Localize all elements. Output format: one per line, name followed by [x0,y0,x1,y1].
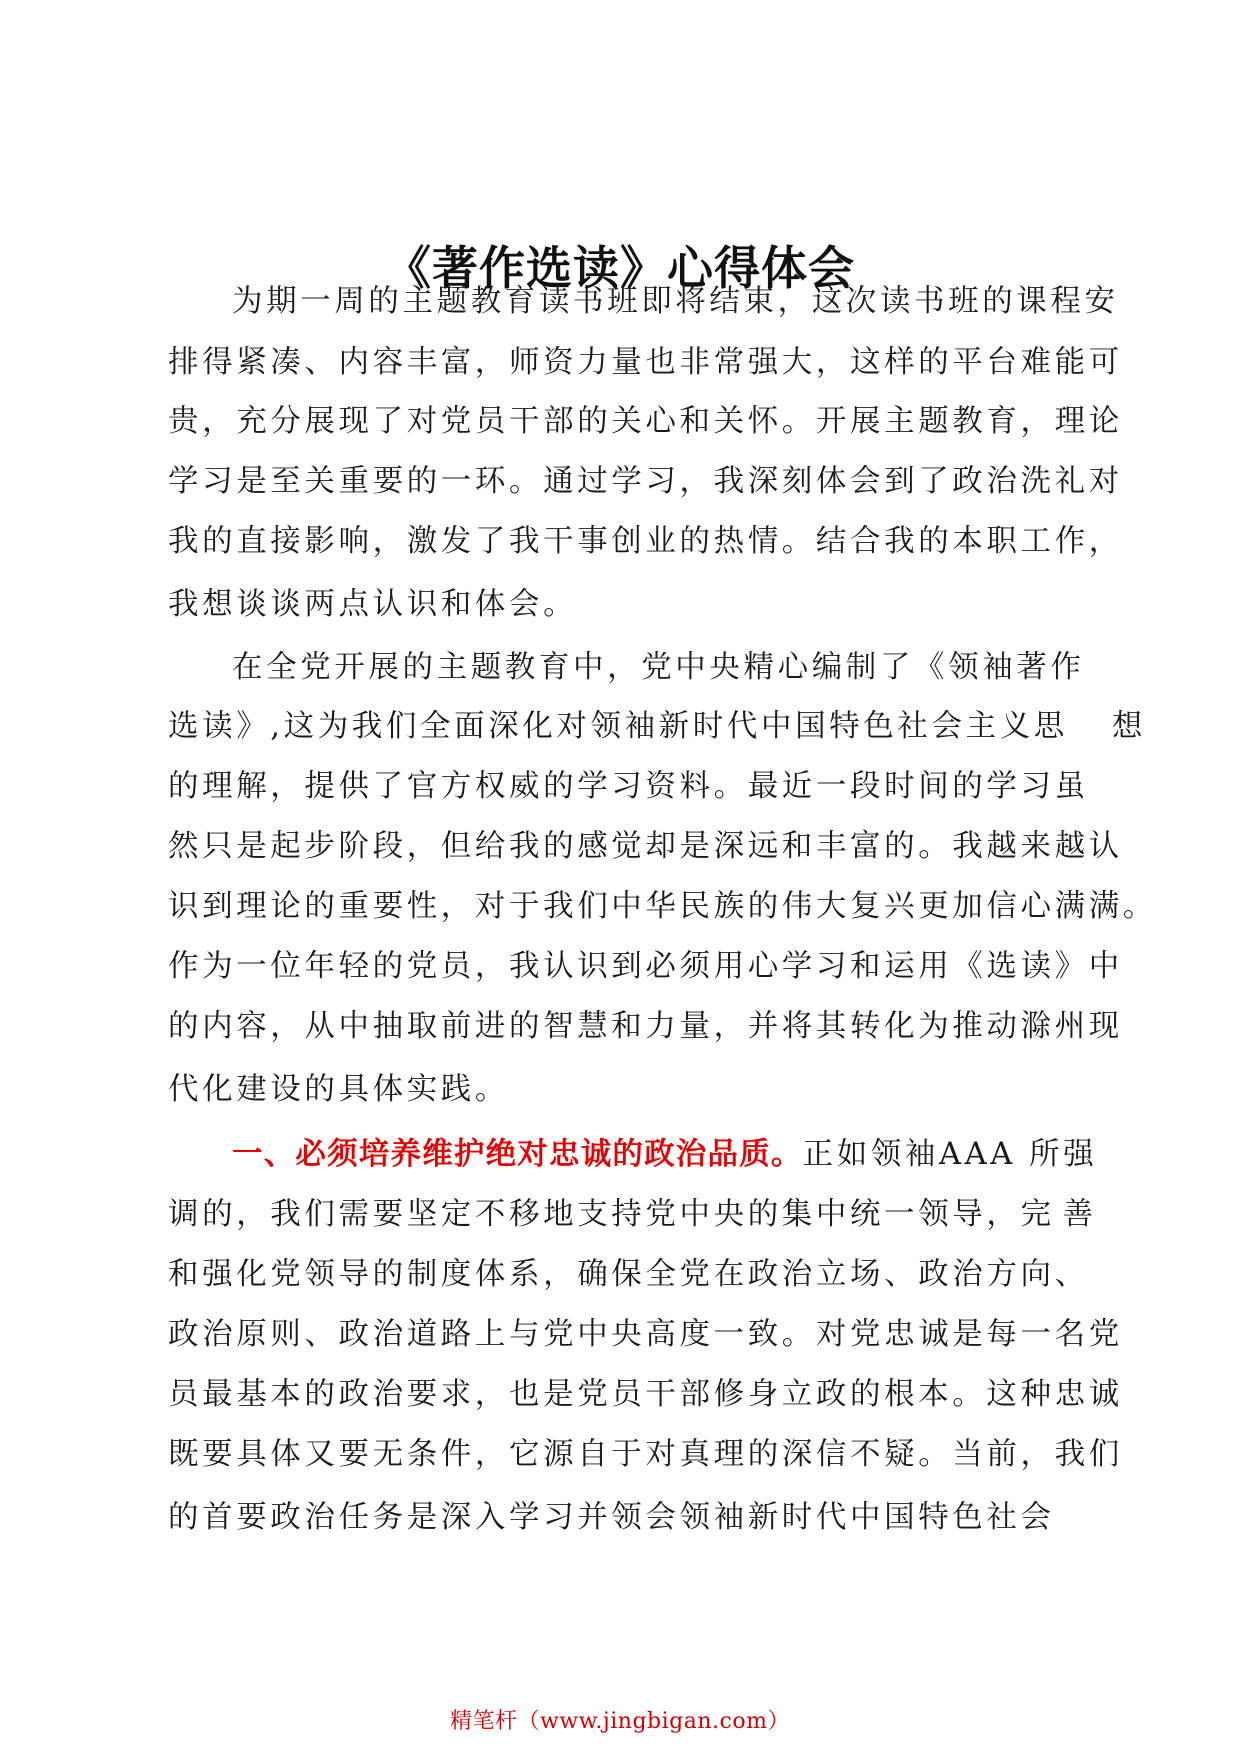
paragraph-line: 学习是至关重要的一环。通过学习，我深刻体会到了政治洗礼对 [168,464,1123,499]
paragraph-line: 既要具体又要无条件，它源自于对真理的深信不疑。当前，我们 [168,1437,1123,1472]
document-title: 《著作选读》心得体会 [385,241,855,295]
paragraph-line: 的首要政治任务是深入学习并领会领袖新时代中国特色社会 [168,1500,1055,1535]
paragraph-line: 为期一周的主题教育读书班即将结束，这次读书班的课程安 [232,284,1119,319]
paragraph-line: 的内容，从中抽取前进的智慧和力量，并将其转化为推动滁州现 [168,1009,1123,1044]
paragraph-text: 想 [1111,709,1147,744]
paragraph-line: 的理解，提供了官方权威的学习资料。最近一段时间的学习虽 [168,769,1089,804]
paragraph-line: 然只是起步阶段，但给我的感觉却是深远和丰富的。我越来越认 [168,829,1123,864]
paragraph-line: 贵，充分展现了对党员干部的关心和关怀。开展主题教育，理论 [168,404,1123,439]
paragraph-line: 作为一位年轻的党员，我认识到必须用心学习和运用《选读》中 [168,949,1123,984]
paragraph-line [168,1195,1097,1235]
paragraph-text: 选读》,这为我们全面深化对领袖新时代中国特色社会主义思 [168,709,1068,744]
footer-watermark: 精笔杆（www.jingbigan.com） [450,1709,790,1734]
section-heading-line [232,1135,1097,1175]
paragraph-line [168,707,1146,747]
paragraph-text: 善 [1062,1197,1097,1232]
paragraph-line: 我想谈谈两点认识和体会。 [168,587,578,622]
paragraph-line: 排得紧凑、内容丰富，师资力量也非常强大，这样的平台难能可 [168,345,1123,380]
paragraph-line: 我的直接影响，激发了我干事创业的热情。结合我的本职工作， [168,524,1123,559]
paragraph-line: 代化建设的具体实践。 [168,1072,509,1107]
paragraph-line: 和强化党领导的制度体系，确保全党在政治立场、政治方向、 [168,1257,1089,1292]
paragraph-line: 在全党开展的主题教育中，党中央精心编制了《领袖著作 [232,650,1085,685]
paragraph-text: 正如领袖AAA 所强 [802,1137,1098,1172]
paragraph-line: 政治原则、政治道路上与党中央高度一致。对党忠诚是每一名党 [168,1317,1123,1352]
section-heading: 一、必须培养维护绝对忠诚的政治品质。 [232,1137,803,1172]
paragraph-line: 识到理论的重要性，对于我们中华民族的伟大复兴更加信心满满。 [168,889,1157,924]
paragraph-text: 调的，我们需要坚定不移地支持党中央的集中统一领导，完 [168,1197,1055,1232]
paragraph-line: 员最基本的政治要求，也是党员干部修身立政的根本。这种忠诚 [168,1377,1123,1412]
